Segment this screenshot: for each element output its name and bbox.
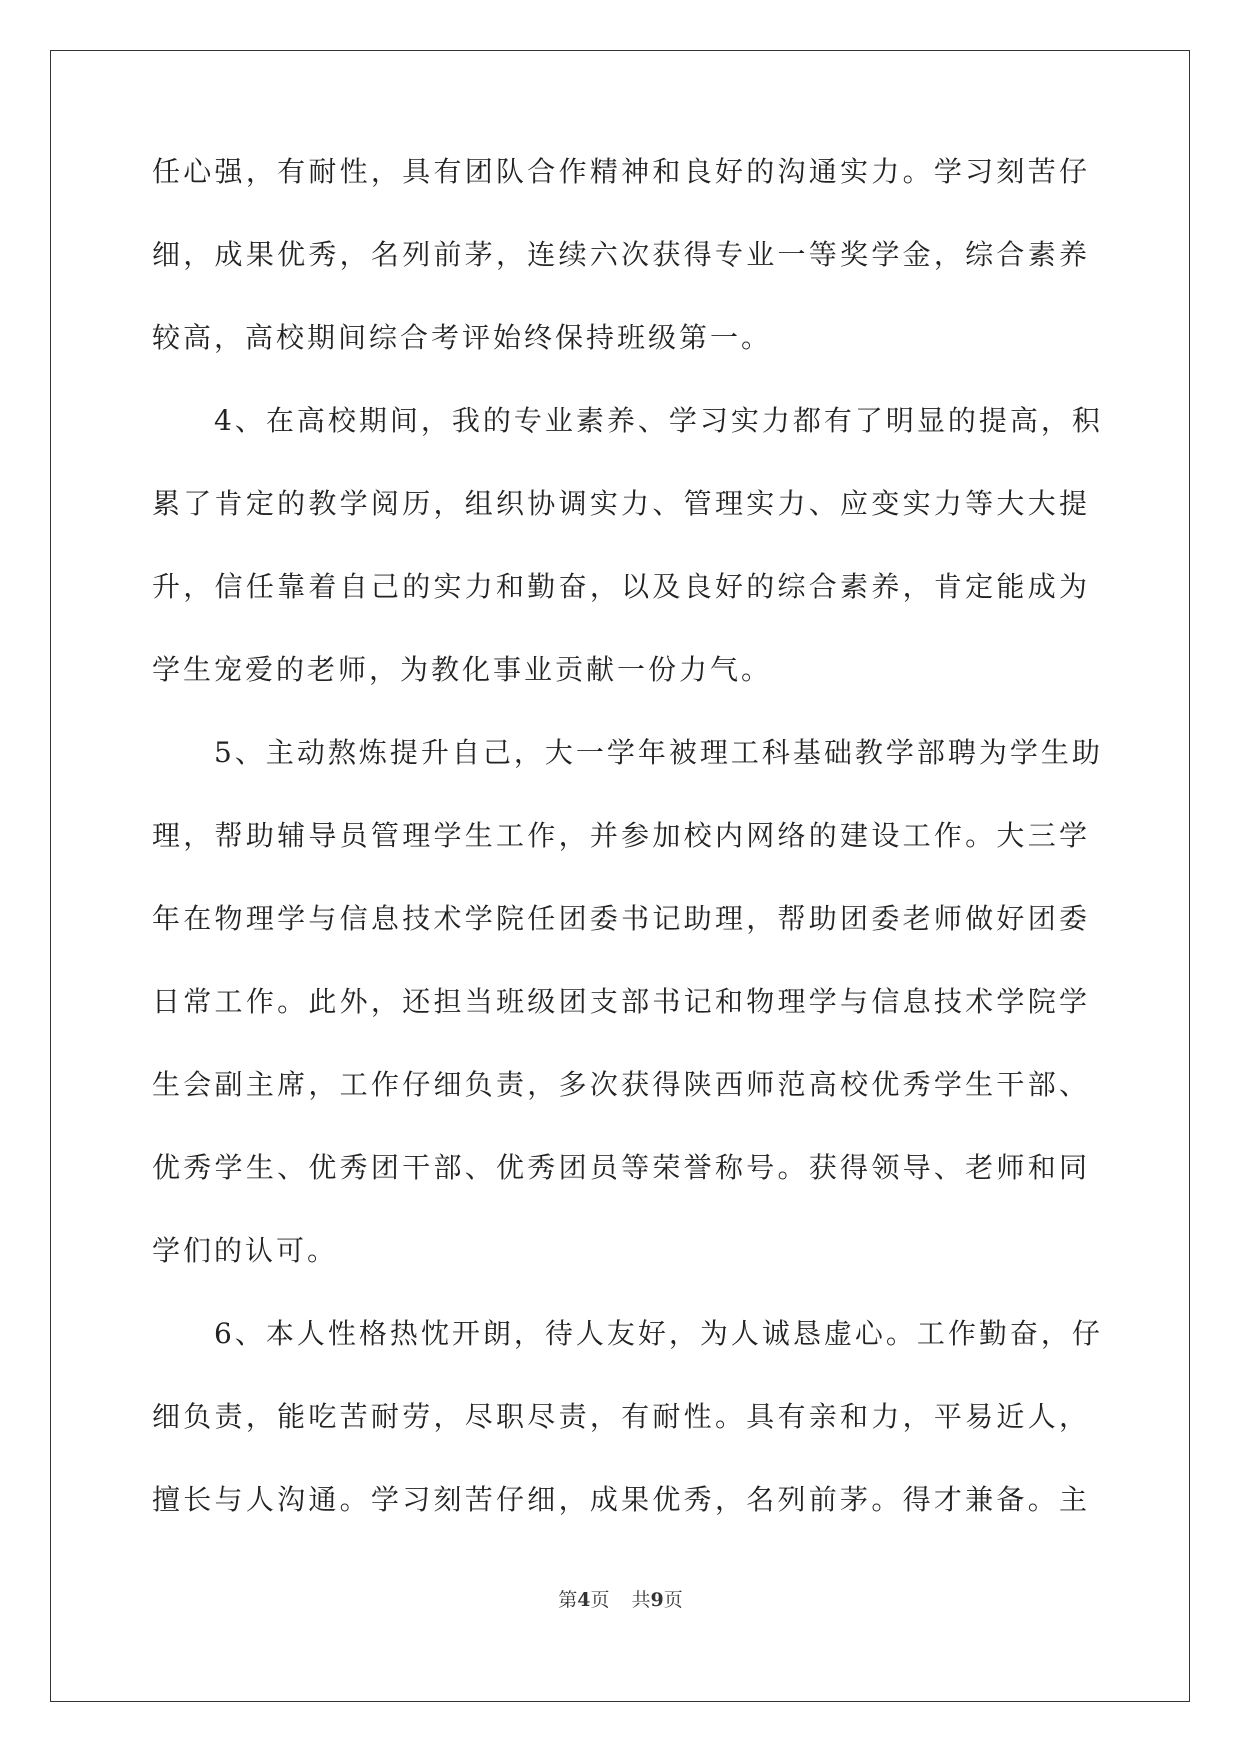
text-line-6: 升，信任靠着自己的实力和勤奋，以及良好的综合素养，肯定能成为 bbox=[152, 570, 1090, 603]
text-line-2: 细，成果优秀，名列前茅，连续六次获得专业一等奖学金，综合素养 bbox=[152, 238, 1090, 271]
text-line-10: 年在物理学与信息技术学院任团委书记助理，帮助团委老师做好团委 bbox=[152, 902, 1090, 935]
current-page: 4 bbox=[577, 1589, 591, 1611]
text-line-14: 学们的认可。 bbox=[152, 1234, 339, 1267]
page-total bbox=[632, 1589, 683, 1611]
text-line-4: 4、在高校期间，我的专业素养、学习实力都有了明显的提高，积 bbox=[152, 404, 1103, 437]
text-line-13: 优秀学生、优秀团干部、优秀团员等荣誉称号。获得领导、老师和同 bbox=[152, 1151, 1090, 1184]
page-number bbox=[558, 1589, 609, 1611]
page-footer bbox=[0, 1585, 1241, 1612]
text-line-3: 较高，高校期间综合考评始终保持班级第一。 bbox=[152, 321, 773, 354]
text-line-16: 细负责，能吃苦耐劳，尽职尽责，有耐性。具有亲和力，平易近人， bbox=[152, 1400, 1090, 1433]
text-line-7: 学生宠爱的老师，为教化事业贡献一份力气。 bbox=[152, 653, 773, 686]
text-line-12: 生会副主席，工作仔细负责，多次获得陕西师范高校优秀学生干部、 bbox=[152, 1068, 1090, 1101]
text-line-17: 擅长与人沟通。学习刻苦仔细，成果优秀，名列前茅。得才兼备。主 bbox=[152, 1483, 1090, 1516]
total-suffix: 页 bbox=[663, 1589, 683, 1611]
text-line-8: 5、主动熬炼提升自己，大一学年被理工科基础教学部聘为学生助 bbox=[152, 736, 1103, 769]
page-suffix: 页 bbox=[590, 1589, 610, 1611]
total-prefix: 共 bbox=[631, 1589, 651, 1611]
page-prefix: 第 bbox=[558, 1589, 578, 1611]
text-line-11: 日常工作。此外，还担当班级团支部书记和物理学与信息技术学院学 bbox=[152, 985, 1090, 1018]
document-body bbox=[152, 152, 1103, 1563]
total-pages: 9 bbox=[650, 1589, 664, 1611]
text-line-9: 理，帮助辅导员管理学生工作，并参加校内网络的建设工作。大三学 bbox=[152, 819, 1090, 852]
text-line-1: 任心强，有耐性，具有团队合作精神和良好的沟通实力。学习刻苦仔 bbox=[152, 155, 1090, 188]
text-line-5: 累了肯定的教学阅历，组织协调实力、管理实力、应变实力等大大提 bbox=[152, 487, 1090, 520]
text-line-15: 6、本人性格热忱开朗，待人友好，为人诚恳虚心。工作勤奋，仔 bbox=[152, 1317, 1103, 1350]
